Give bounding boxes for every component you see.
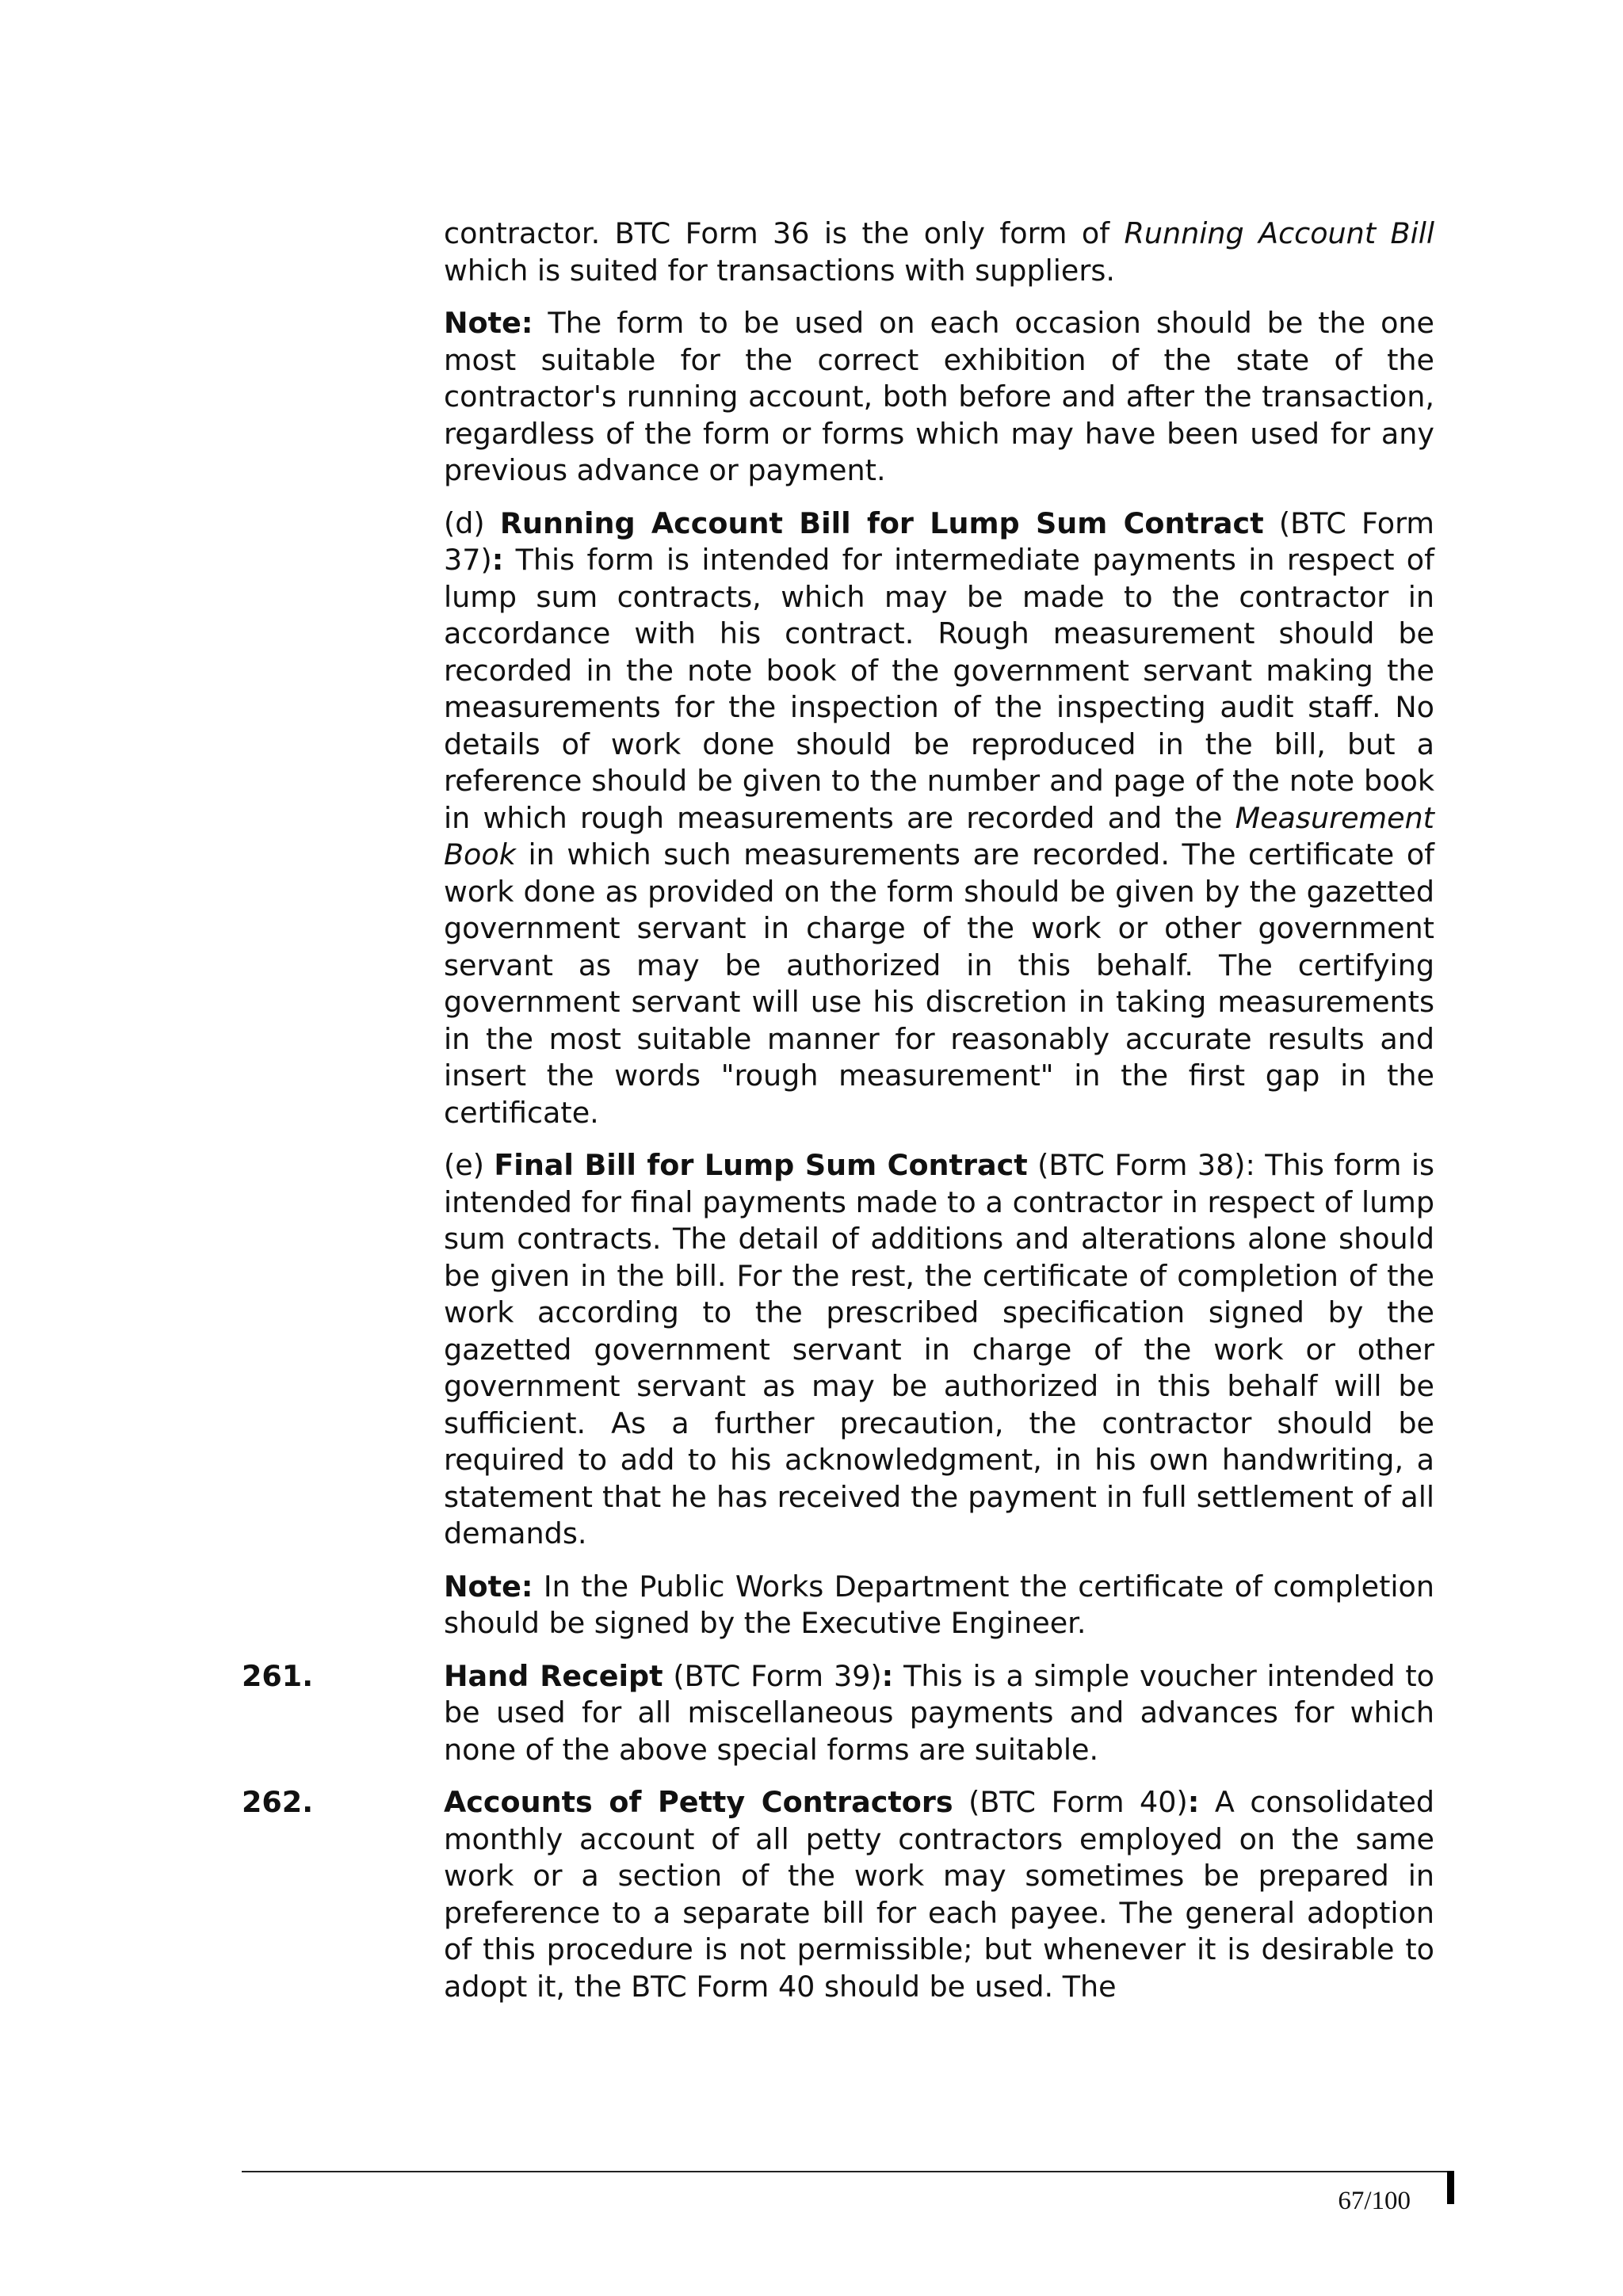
- text: (BTC Form 38): This form is intended for final payments made to a contractor in respect of lump sum contracts. The detail of additions and alterations alone should be given in the bill. For the rest, the certificate of completion of the work according to the prescribed specification signed by the gazetted government servant in charge of the work or other government servant as may be authorized in this behalf will be sufficient. As a further precaution, the contractor should be required to add to his acknowledgment, in his own handwriting, a statement that he has received the payment in full settlement of all demands.: [444, 1148, 1434, 1550]
- section-text: A consolidated monthly account of all petty contractors employed on the same work or a section of the work may sometimes be prepared in preference to a separate bill for each payee. The general adoption of this procedure is not permissible; but whenever it is desirable to adopt it, the BTC Form 40 should be used. The: [444, 1785, 1434, 2004]
- note-text: In the Public Works Department the certificate of completion should be signed by the Executive Engineer.: [444, 1569, 1434, 1640]
- italic-term: Running Account Bill: [1124, 216, 1434, 250]
- paragraph-heading: Running Account Bill for Lump Sum Contract: [499, 505, 1264, 540]
- paragraph-d-lump-sum-running-bill: [444, 505, 1434, 1132]
- footer-rule: [242, 2171, 1454, 2172]
- body-text: [242, 215, 1434, 2021]
- note-paragraph: [444, 305, 1434, 490]
- section-261: [242, 1658, 1434, 1769]
- colon: :: [1187, 1785, 1200, 1819]
- form-reference: (BTC Form 37): [444, 505, 1434, 577]
- section-heading: Accounts of Petty Contractors: [444, 1785, 953, 1819]
- form-reference: (BTC Form 40): [953, 1785, 1188, 1819]
- paragraph-heading: Final Bill for Lump Sum Contract: [494, 1148, 1028, 1182]
- list-marker: (e): [444, 1148, 495, 1182]
- italic-term: Measurement Book: [444, 800, 1434, 871]
- page-marker-bar: [1447, 2171, 1454, 2204]
- paragraph-e-final-bill: [444, 1147, 1434, 1553]
- paragraph-running-account-bill: [444, 215, 1434, 289]
- text: which is suited for transactions with suppliers.: [444, 253, 1116, 288]
- section-number: 261.: [242, 1658, 314, 1693]
- colon: :: [491, 543, 504, 577]
- note-label: Note:: [444, 306, 533, 340]
- list-marker: (d): [444, 505, 500, 540]
- text: in which such measurements are recorded. The certificate of work done as provided on the form should be given by the gazetted government servant in charge of the work or other government servant as may be authorized in this behalf. The certifying government servant will use his discretion in taking measurements in the most suitable manner for reasonably accurate results and insert the words "rough measurement" in the first gap in the certificate.: [444, 837, 1434, 1130]
- page-number: 67/100: [1338, 2187, 1411, 2215]
- note-label: Note:: [444, 1569, 533, 1604]
- note-paragraph-pwd: [444, 1569, 1434, 1642]
- form-reference: (BTC Form 39): [663, 1658, 882, 1693]
- section-text: This is a simple voucher intended to be used for all miscellaneous payments and advances for which none of the above special forms are suitable.: [444, 1658, 1434, 1767]
- section-number: 262.: [242, 1785, 314, 1819]
- section-heading: Hand Receipt: [444, 1658, 663, 1693]
- colon: :: [881, 1658, 894, 1693]
- text: This form is intended for intermediate payments in respect of lump sum contracts, which may be made to the contractor in accordance with his contract. Rough measurement should be recorded in the note book of the government servant making the measurements for the inspection of the inspecting audit staff. No details of work done should be reproduced in the bill, but a reference should be given to the number and page of the note book in which rough measurements are recorded and the: [444, 543, 1434, 835]
- section-262: [242, 1784, 1434, 2005]
- note-text: The form to be used on each occasion should be the one most suitable for the correct exhibition of the state of the contractor's running account, both before and after the transaction, regardless of the form or forms which may have been used for any previous advance or payment.: [444, 306, 1434, 487]
- text: contractor. BTC Form 36 is the only form of: [444, 216, 1125, 250]
